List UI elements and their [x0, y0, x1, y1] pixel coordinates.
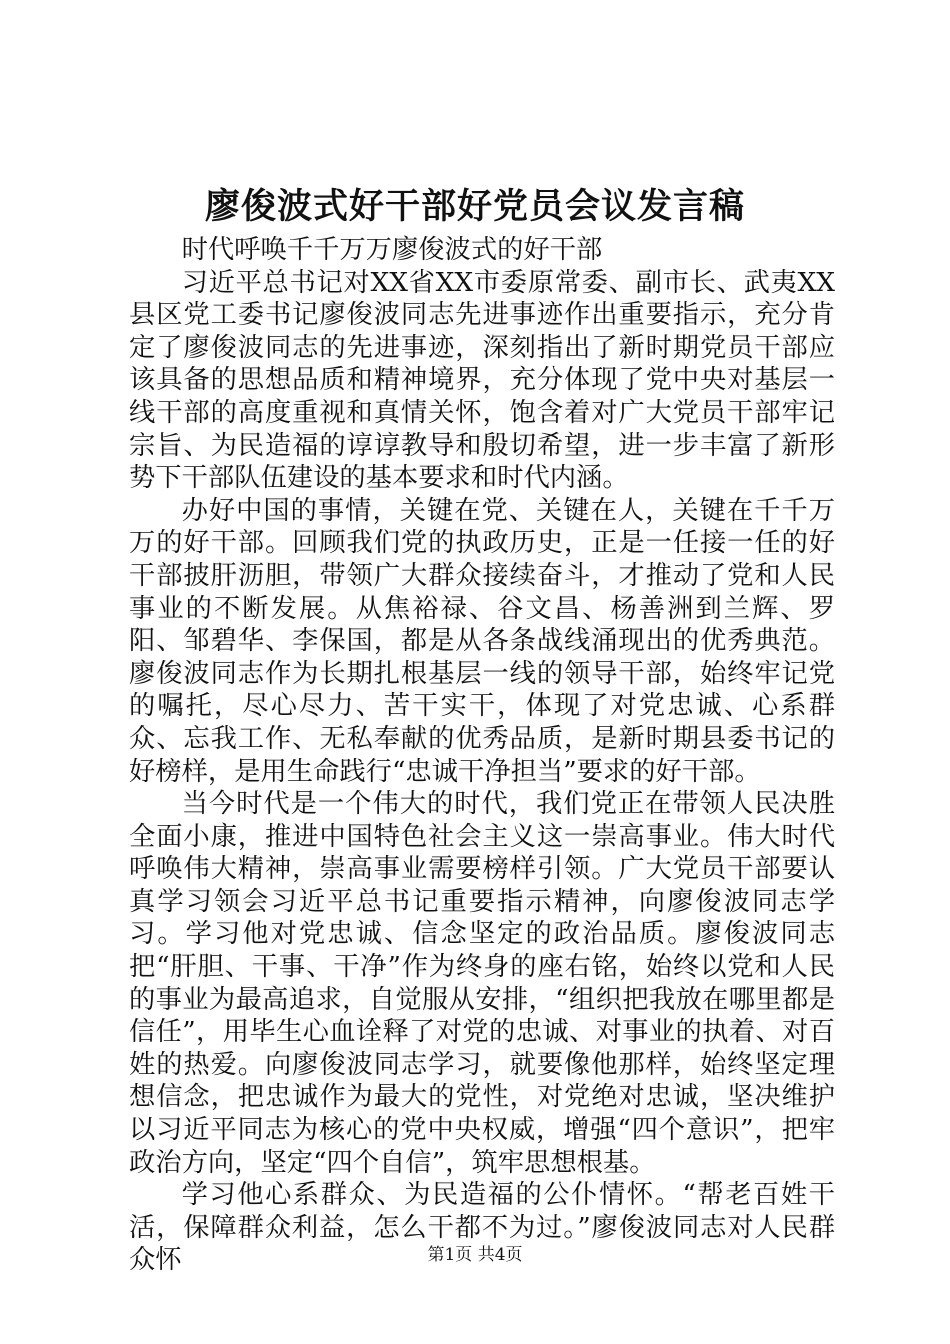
document-body [129, 234, 835, 1277]
body-paragraph: 办好中国的事情，关键在党、关键在人，关键在千千万万的好干部。回顾我们党的执政历史，正是一任接一任的好干部披肝沥胆，带领广大群众接续奋斗，才推动了党和人民事业的不断发展。从焦裕禄、谷文昌、杨善洲到兰辉、罗阳、邹碧华、李保国，都是从各条战线涌现出的优秀典范。廖俊波同志作为长期扎根基层一线的领导干部，始终牢记党的嘱托，尽心尽力、苦干实干，体现了对党忠诚、心系群众、忘我工作、无私奉献的优秀品质，是新时期县委书记的好榜样，是用生命践行“忠诚干净担当”要求的好干部。 [129, 495, 835, 787]
subtitle-paragraph: 时代呼唤千千万万廖俊波式的好干部 [181, 235, 603, 265]
body-paragraph: 当今时代是一个伟大的时代，我们党正在带领人民决胜全面小康，推进中国特色社会主义这一崇高事业。伟大时代呼唤伟大精神，崇高事业需要榜样引领。广大党员干部要认真学习领会习近平总书记重要指示精神，向廖俊波同志学习。学习他对党忠诚、信念坚定的政治品质。廖俊波同志把“肝胆、干事、干净”作为终身的座右铭，始终以党和人民的事业为最高追求，自觉服从安排，“组织把我放在哪里都是信任”，用毕生心血诠释了对党的忠诚、对事业的执着、对百姓的热爱。向廖俊波同志学习，就要像他那样，始终坚定理想信念，把忠诚作为最大的党性，对党绝对忠诚，坚决维护以习近平同志为核心的党中央权威，增强“四个意识”，把牢政治方向，坚定“四个自信”，筑牢思想根基。 [129, 789, 835, 1178]
document-title: 廖俊波式好干部好党员会议发言稿 [204, 187, 745, 227]
body-paragraph: 习近平总书记对XX省XX市委原常委、副市长、武夷XX县区党工委书记廖俊波同志先进事迹作出重要指示，充分肯定了廖俊波同志的先进事迹，深刻指出了新时期党员干部应该具备的思想品质和精神境界，充分体现了党中央对基层一线干部的高度重视和真情关怀，饱含着对广大党员干部牢记宗旨、为民造福的谆谆教导和殷切希望，进一步丰富了新形势下干部队伍建设的基本要求和时代内涵。 [129, 267, 835, 494]
body-paragraph: 学习他心系群众、为民造福的公仆情怀。“帮老百姓干活，保障群众利益，怎么干都不为过。”廖俊波同志对人民群众怀 [129, 1180, 835, 1276]
page-number-footer: 第1页 共4页 [427, 1245, 523, 1265]
